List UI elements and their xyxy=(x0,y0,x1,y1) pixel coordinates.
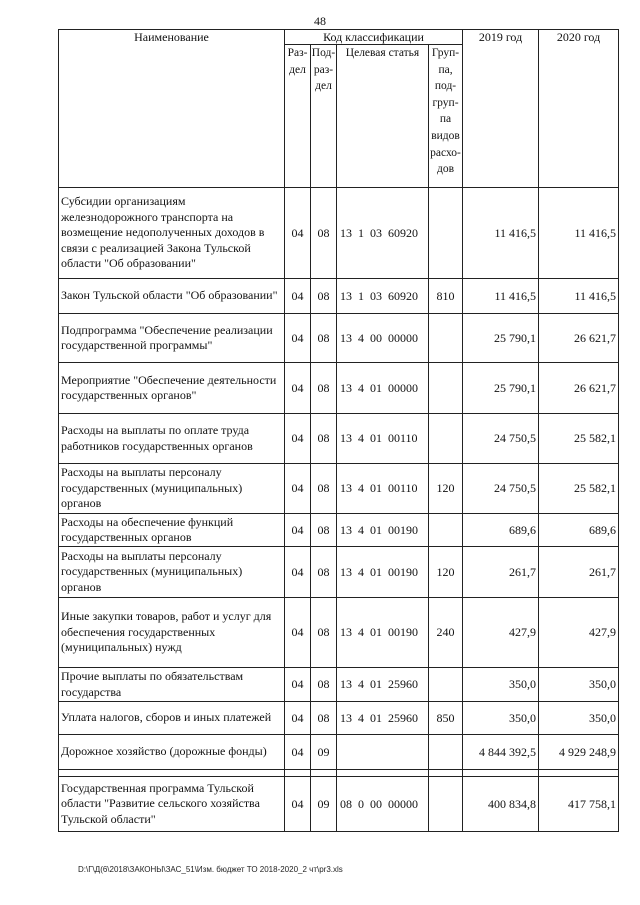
row-group: 850 xyxy=(429,702,463,735)
row-value-2019: 4 844 392,5 xyxy=(463,735,539,770)
row-target-article: 13 4 01 25960 xyxy=(337,702,429,735)
row-subsection: 08 xyxy=(311,464,337,514)
row-group xyxy=(429,777,463,832)
row-group xyxy=(429,188,463,279)
row-value-2020: 11 416,5 xyxy=(539,279,619,314)
row-name: Расходы на выплаты персоналу государственных (муниципальных) органов xyxy=(59,547,285,598)
row-name: Расходы на выплаты по оплате труда работников государственных органов xyxy=(59,414,285,464)
row-target-article: 13 4 01 25960 xyxy=(337,668,429,702)
row-value-2019: 350,0 xyxy=(463,668,539,702)
row-name: Дорожное хозяйство (дорожные фонды) xyxy=(59,735,285,770)
row-subsection: 08 xyxy=(311,279,337,314)
column-header-section: Раз- дел xyxy=(285,45,311,188)
row-name: Мероприятие "Обеспечение деятельности государственных органов" xyxy=(59,363,285,414)
row-group: 120 xyxy=(429,464,463,514)
table-header xyxy=(59,30,619,188)
row-section: 04 xyxy=(285,464,311,514)
column-header-target-article: Целевая статья xyxy=(337,45,429,188)
row-subsection: 08 xyxy=(311,547,337,598)
row-section: 04 xyxy=(285,702,311,735)
column-header-name: Наименование xyxy=(59,30,285,188)
row-subsection: 08 xyxy=(311,702,337,735)
row-section: 04 xyxy=(285,314,311,363)
row-value-2019: 689,6 xyxy=(463,514,539,547)
row-value-2020: 350,0 xyxy=(539,668,619,702)
row-subsection: 08 xyxy=(311,514,337,547)
column-header-code: Код классификации xyxy=(285,30,463,45)
row-name: Прочие выплаты по обязательствам государства xyxy=(59,668,285,702)
table-row xyxy=(59,735,619,770)
row-subsection: 08 xyxy=(311,598,337,668)
row-section: 04 xyxy=(285,514,311,547)
row-name: Расходы на обеспечение функций государственных органов xyxy=(59,514,285,547)
table-row xyxy=(59,363,619,414)
row-target-article xyxy=(337,735,429,770)
row-name: Расходы на выплаты персоналу государственных (муниципальных) органов xyxy=(59,464,285,514)
row-name: Субсидии организациям железнодорожного транспорта на возмещение недополученных доходов в связи с реализацией Закона Тульской области "Об образовании" xyxy=(59,188,285,279)
row-value-2020: 689,6 xyxy=(539,514,619,547)
row-value-2019: 11 416,5 xyxy=(463,188,539,279)
row-target-article: 13 4 01 00000 xyxy=(337,363,429,414)
row-value-2019: 400 834,8 xyxy=(463,777,539,832)
column-header-group: Груп- па, под- груп- па видов расхо- дов xyxy=(429,45,463,188)
row-section: 04 xyxy=(285,598,311,668)
row-subsection: 08 xyxy=(311,363,337,414)
table-spacer-row xyxy=(59,770,619,777)
row-group xyxy=(429,314,463,363)
row-value-2020: 26 621,7 xyxy=(539,314,619,363)
row-section: 04 xyxy=(285,188,311,279)
row-group xyxy=(429,735,463,770)
table-row xyxy=(59,668,619,702)
row-value-2020: 417 758,1 xyxy=(539,777,619,832)
row-value-2020: 11 416,5 xyxy=(539,188,619,279)
row-group xyxy=(429,414,463,464)
row-target-article: 13 4 01 00190 xyxy=(337,514,429,547)
row-target-article: 13 4 01 00190 xyxy=(337,547,429,598)
row-target-article: 13 4 01 00110 xyxy=(337,464,429,514)
row-subsection: 09 xyxy=(311,735,337,770)
row-value-2019: 24 750,5 xyxy=(463,464,539,514)
row-value-2020: 26 621,7 xyxy=(539,363,619,414)
table-row xyxy=(59,777,619,832)
page-number: 48 xyxy=(314,14,326,28)
column-header-subsection: Под- раз- дел xyxy=(311,45,337,188)
row-value-2020: 261,7 xyxy=(539,547,619,598)
row-group: 810 xyxy=(429,279,463,314)
row-group xyxy=(429,668,463,702)
row-name: Уплата налогов, сборов и иных платежей xyxy=(59,702,285,735)
row-subsection: 08 xyxy=(311,314,337,363)
row-value-2020: 427,9 xyxy=(539,598,619,668)
table-row xyxy=(59,702,619,735)
row-target-article: 13 4 00 00000 xyxy=(337,314,429,363)
table-row xyxy=(59,279,619,314)
row-target-article: 08 0 00 00000 xyxy=(337,777,429,832)
row-target-article: 13 4 01 00190 xyxy=(337,598,429,668)
row-value-2020: 25 582,1 xyxy=(539,464,619,514)
row-target-article: 13 1 03 60920 xyxy=(337,188,429,279)
table-row xyxy=(59,547,619,598)
row-group: 120 xyxy=(429,547,463,598)
row-group xyxy=(429,514,463,547)
row-subsection: 08 xyxy=(311,414,337,464)
table-row xyxy=(59,464,619,514)
table-row xyxy=(59,514,619,547)
row-section: 04 xyxy=(285,279,311,314)
row-value-2019: 350,0 xyxy=(463,702,539,735)
table-row xyxy=(59,414,619,464)
row-group: 240 xyxy=(429,598,463,668)
row-subsection: 09 xyxy=(311,777,337,832)
row-group xyxy=(429,363,463,414)
row-subsection: 08 xyxy=(311,668,337,702)
table-row xyxy=(59,598,619,668)
row-target-article: 13 1 03 60920 xyxy=(337,279,429,314)
row-section: 04 xyxy=(285,668,311,702)
row-subsection: 08 xyxy=(311,188,337,279)
table-row xyxy=(59,314,619,363)
row-section: 04 xyxy=(285,414,311,464)
row-value-2019: 261,7 xyxy=(463,547,539,598)
table-row xyxy=(59,188,619,279)
row-section: 04 xyxy=(285,363,311,414)
row-target-article: 13 4 01 00110 xyxy=(337,414,429,464)
row-section: 04 xyxy=(285,777,311,832)
file-path-footer: D:\Г\Д(6\2018\ЗАКОНЫ\ЗАС_51\Изм. бюджет ТО 2018-2020_2 чт\pr3.xls xyxy=(78,865,343,874)
row-value-2020: 4 929 248,9 xyxy=(539,735,619,770)
row-value-2019: 25 790,1 xyxy=(463,363,539,414)
row-value-2019: 11 416,5 xyxy=(463,279,539,314)
row-name: Государственная программа Тульской области "Развитие сельского хозяйства Тульской области" xyxy=(59,777,285,832)
row-name: Закон Тульской области "Об образовании" xyxy=(59,279,285,314)
row-name: Иные закупки товаров, работ и услуг для обеспечения государственных (муниципальных) нужд xyxy=(59,598,285,668)
row-name: Подпрограмма "Обеспечение реализации государственной программы" xyxy=(59,314,285,363)
column-header-2019: 2019 год xyxy=(463,30,539,188)
budget-table xyxy=(58,29,619,832)
row-value-2019: 25 790,1 xyxy=(463,314,539,363)
row-value-2019: 427,9 xyxy=(463,598,539,668)
column-header-2020: 2020 год xyxy=(539,30,619,188)
table-body xyxy=(59,188,619,832)
row-value-2019: 24 750,5 xyxy=(463,414,539,464)
row-value-2020: 25 582,1 xyxy=(539,414,619,464)
row-section: 04 xyxy=(285,735,311,770)
row-value-2020: 350,0 xyxy=(539,702,619,735)
row-section: 04 xyxy=(285,547,311,598)
